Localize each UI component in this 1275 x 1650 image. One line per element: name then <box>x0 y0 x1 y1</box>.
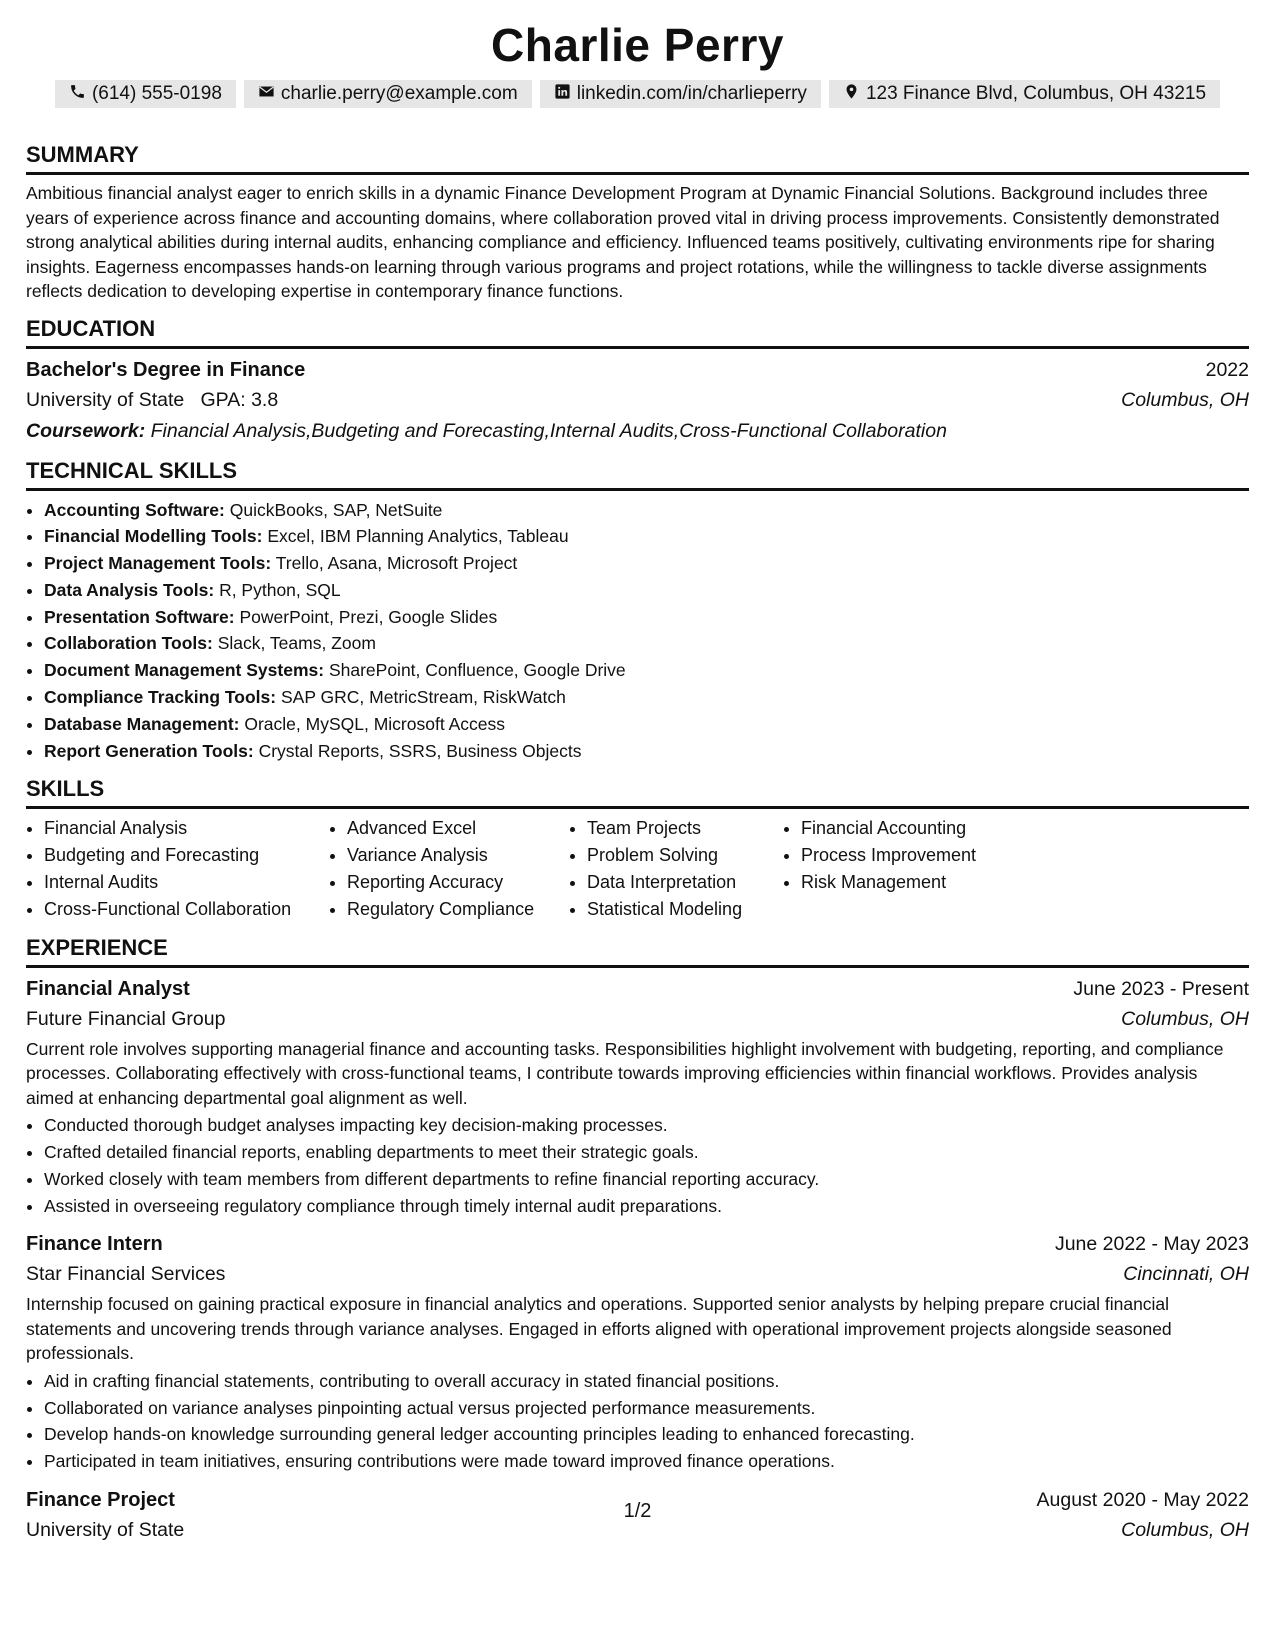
technical-skills-list <box>26 497 1249 765</box>
company-name: University of State <box>26 1519 185 1542</box>
gpa: GPA: 3.8 <box>200 388 279 411</box>
linkedin-icon <box>554 83 571 106</box>
email-text: charlie.perry@example.com <box>280 83 518 104</box>
section-title: EDUCATION <box>26 316 1249 349</box>
skill-values: Slack, Teams, Zoom <box>217 633 376 654</box>
skill-category: Financial Modelling Tools: <box>44 526 263 547</box>
job-dates: June 2022 - May 2023 <box>1054 1233 1249 1256</box>
list-item: • Internal Audits <box>44 869 329 896</box>
list-item <box>44 497 1249 524</box>
list-item: • Crafted detailed financial reports, enabling departments to meet their strategic goals. <box>44 1139 1249 1166</box>
skill-values: R, Python, SQL <box>219 579 341 600</box>
list-item: • Data Interpretation <box>587 869 783 896</box>
job-entry <box>26 974 1249 1220</box>
contact-bar <box>0 80 1275 108</box>
skills-grid <box>26 815 1249 922</box>
education-section <box>26 316 1249 446</box>
skill-values: QuickBooks, SAP, NetSuite <box>229 499 443 520</box>
job-description: Internship focused on gaining practical exposure in financial analytics and operations. Supported senior analysts by helping prepare crucial financial statements and uncovering trends through variance analyses. Engaged in efforts aligned with operational improvement projects alongside seasoned professionals. <box>26 1294 1172 1364</box>
job-location: Columbus, OH <box>1121 1007 1249 1030</box>
skill-category: Database Management: <box>44 713 240 734</box>
coursework-line <box>26 416 1249 446</box>
list-item: • Develop hands-on knowledge surrounding general ledger accounting principles leading to enhanced forecasting. <box>44 1421 1249 1448</box>
list-item: • Financial Accounting <box>801 815 1041 842</box>
job-bullets <box>26 1368 1249 1475</box>
skill-values: Oracle, MySQL, Microsoft Access <box>244 713 505 734</box>
coursework-list: Financial Analysis,Budgeting and Forecasting,Internal Audits,Cross-Functional Collaboration <box>150 419 947 442</box>
list-item: • Reporting Accuracy <box>347 869 569 896</box>
skills-section <box>26 776 1249 922</box>
skill-values: SAP GRC, MetricStream, RiskWatch <box>280 687 566 708</box>
job-company-row <box>26 1259 1249 1289</box>
skills-column <box>569 815 783 922</box>
education-header-row <box>26 355 1249 385</box>
degree: Bachelor's Degree in Finance <box>26 358 306 381</box>
job-description: Current role involves supporting managerial finance and accounting tasks. Responsibilities highlight involvement with budgeting, reporting, and compliance processes. Collaborating effectively with cross-functional teams, I contribute towards improving efficiencies within financial workflows. Provides analysis aimed at enhancing departmental goal alignment as well. <box>26 1038 1224 1108</box>
list-item: • Statistical Modeling <box>587 896 783 923</box>
list-item: • Risk Management <box>801 869 1041 896</box>
job-location: Columbus, OH <box>1121 1519 1249 1542</box>
section-title: EXPERIENCE <box>26 935 1249 968</box>
list-item: • Regulatory Compliance <box>347 896 569 923</box>
list-item <box>44 523 1249 550</box>
list-item: • Budgeting and Forecasting <box>44 842 329 869</box>
company-name: Star Financial Services <box>26 1263 226 1286</box>
list-item <box>44 550 1249 577</box>
phone-icon <box>69 83 86 106</box>
list-item: • Cross-Functional Collaboration <box>44 896 329 923</box>
list-item: • Advanced Excel <box>347 815 569 842</box>
skill-values: Trello, Asana, Microsoft Project <box>275 553 518 574</box>
envelope-icon <box>258 83 275 106</box>
skill-category: Collaboration Tools: <box>44 633 213 654</box>
list-item: • Process Improvement <box>801 842 1041 869</box>
summary-text: Ambitious financial analyst eager to enrich skills in a dynamic Finance Development Program at Dynamic Financial Solutions. Background includes three years of experience across finance and accounting domains, where collaboration proved vital in driving process improvements. Consistently demonstrated strong analytical abilities during internal audits, enhancing compliance and efficiency. Influenced teams positively, cultivating environments ripe for sharing insights. Eagerness encompasses hands-on learning through various programs and project rotations, while the willingness to tackle diverse assignments reflects dedication to developing expertise in contemporary finance functions. <box>26 183 1220 301</box>
list-item: • Team Projects <box>587 815 783 842</box>
job-location: Cincinnati, OH <box>1123 1263 1249 1286</box>
skill-category: Data Analysis Tools: <box>44 579 215 600</box>
list-item: • Collaborated on variance analyses pinpointing actual versus projected performance measurements. <box>44 1395 1249 1422</box>
job-entry <box>26 1229 1249 1475</box>
candidate-name: Charlie Perry <box>491 19 784 71</box>
list-item: • Aid in crafting financial statements, contributing to overall accuracy in stated financial positions. <box>44 1368 1249 1395</box>
section-title: SKILLS <box>26 776 1249 809</box>
school-location: Columbus, OH <box>1121 388 1249 411</box>
skill-category: Accounting Software: <box>44 499 225 520</box>
linkedin-text: linkedin.com/in/charlieperry <box>576 83 807 104</box>
job-dates: August 2020 - May 2022 <box>1036 1489 1249 1512</box>
skill-category: Document Management Systems: <box>44 660 325 681</box>
skills-column <box>783 815 1041 922</box>
phone-chip[interactable] <box>55 80 236 108</box>
list-item: • Conducted thorough budget analyses impacting key decision-making processes. <box>44 1112 1249 1139</box>
map-pin-icon <box>843 83 860 106</box>
job-bullets <box>26 1112 1249 1219</box>
list-item <box>44 630 1249 657</box>
list-item <box>44 604 1249 631</box>
job-dates: June 2023 - Present <box>1073 977 1249 1000</box>
list-item: • Variance Analysis <box>347 842 569 869</box>
section-title: SUMMARY <box>26 142 1249 175</box>
job-header-row <box>26 1229 1249 1259</box>
list-item <box>44 738 1249 765</box>
job-title: Finance Project <box>26 1489 175 1512</box>
section-title: TECHNICAL SKILLS <box>26 458 1249 491</box>
list-item <box>44 684 1249 711</box>
skills-column <box>329 815 569 922</box>
skill-category: Report Generation Tools: <box>44 740 254 761</box>
address-chip <box>829 80 1220 108</box>
school-name: University of State <box>26 388 185 411</box>
skill-category: Compliance Tracking Tools: <box>44 687 277 708</box>
phone-text: (614) 555-0198 <box>91 83 222 104</box>
list-item <box>44 657 1249 684</box>
list-item: • Assisted in overseeing regulatory compliance through timely internal audit preparations. <box>44 1193 1249 1220</box>
experience-section <box>26 935 1249 1545</box>
technical-skills-section <box>26 458 1249 765</box>
graduation-year: 2022 <box>1205 358 1249 381</box>
list-item <box>44 711 1249 738</box>
address-text: 123 Finance Blvd, Columbus, OH 43215 <box>865 83 1207 104</box>
skill-values: Crystal Reports, SSRS, Business Objects <box>258 740 582 761</box>
resume-content <box>26 142 1249 1557</box>
list-item: • Problem Solving <box>587 842 783 869</box>
job-header-row <box>26 974 1249 1004</box>
list-item: • Participated in team initiatives, ensuring contributions were made toward improved finance operations. <box>44 1448 1249 1475</box>
summary-section <box>26 142 1249 304</box>
list-item: • Worked closely with team members from different departments to refine financial reporting accuracy. <box>44 1166 1249 1193</box>
email-chip[interactable] <box>244 80 532 108</box>
list-item: • Financial Analysis <box>44 815 329 842</box>
linkedin-chip[interactable] <box>540 80 821 108</box>
education-school-row <box>26 385 1249 415</box>
coursework-label: Coursework: <box>26 419 146 442</box>
skill-values: PowerPoint, Prezi, Google Slides <box>239 606 498 627</box>
list-item <box>44 577 1249 604</box>
skill-values: SharePoint, Confluence, Google Drive <box>328 660 626 681</box>
skill-values: Excel, IBM Planning Analytics, Tableau <box>267 526 569 547</box>
school-info <box>26 385 278 415</box>
job-company-row <box>26 1004 1249 1034</box>
job-title: Financial Analyst <box>26 977 190 1000</box>
page-number: 1/2 <box>623 1500 652 1522</box>
skill-category: Presentation Software: <box>44 606 235 627</box>
skill-category: Project Management Tools: <box>44 553 272 574</box>
skills-column <box>26 815 329 922</box>
job-title: Finance Intern <box>26 1233 163 1256</box>
company-name: Future Financial Group <box>26 1007 226 1030</box>
